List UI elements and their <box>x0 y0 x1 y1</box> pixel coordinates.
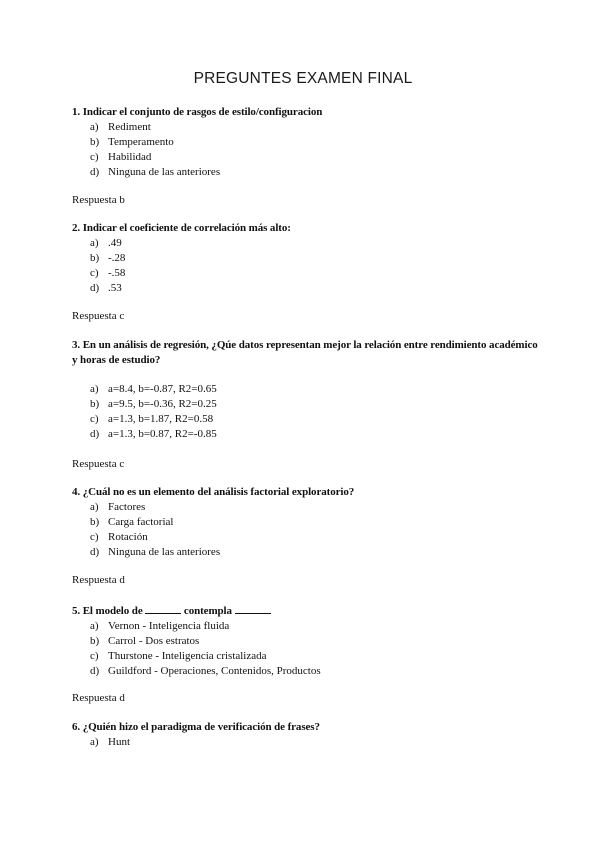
option-letter: d) <box>90 428 100 440</box>
option-text: a=8.4, b=-0.87, R2=0.65 <box>108 383 217 395</box>
option-b <box>72 397 542 412</box>
question-text: 2. Indicar el coeficiente de correlación más alto: <box>72 222 291 234</box>
option-letter: c) <box>90 650 99 662</box>
answer-3: Respuesta c <box>72 458 125 470</box>
option-text: Thurstone - Inteligencia cristalizada <box>108 650 267 662</box>
answer-2: Respuesta c <box>72 310 125 322</box>
option-letter: d) <box>90 665 100 677</box>
option-letter: d) <box>90 546 100 558</box>
question-5 <box>72 602 542 679</box>
option-text: .49 <box>108 237 122 249</box>
option-letter: c) <box>90 413 99 425</box>
option-letter: c) <box>90 151 99 163</box>
option-text: Carrol - Dos estratos <box>108 635 200 647</box>
question-text-part-1: 5. El modelo de <box>72 605 146 617</box>
question-6 <box>72 720 542 750</box>
option-letter: b) <box>90 136 100 148</box>
option-text: Factores <box>108 501 146 513</box>
option-a <box>72 120 542 135</box>
option-c <box>72 530 542 545</box>
question-2 <box>72 221 542 296</box>
options-list <box>72 500 542 560</box>
option-text: .53 <box>108 282 122 294</box>
option-text: Ninguna de las anteriores <box>108 166 221 178</box>
option-d <box>72 545 542 560</box>
option-b <box>72 515 542 530</box>
question-text: 6. ¿Quién hizo el paradigma de verificación de frases? <box>72 721 320 733</box>
option-text: Vernon - Inteligencia fluida <box>108 620 230 632</box>
option-d <box>72 427 542 442</box>
option-c <box>72 412 542 427</box>
option-b <box>72 135 542 150</box>
option-c <box>72 266 542 281</box>
question-4 <box>72 485 542 560</box>
question-text <box>72 602 542 619</box>
option-letter: b) <box>90 635 100 647</box>
option-letter: b) <box>90 516 100 528</box>
question-text-part-2: contempla <box>181 605 235 617</box>
option-letter: b) <box>90 398 100 410</box>
answer-4: Respuesta d <box>72 574 125 586</box>
option-a <box>72 236 542 251</box>
option-d <box>72 664 542 679</box>
option-letter: d) <box>90 282 100 294</box>
option-letter: a) <box>90 501 99 513</box>
question-text: 4. ¿Cuál no es un elemento del análisis factorial exploratorio? <box>72 486 355 498</box>
option-letter: a) <box>90 121 99 133</box>
question-text: 1. Indicar el conjunto de rasgos de estilo/configuracion <box>72 106 323 118</box>
option-b <box>72 634 542 649</box>
option-text: a=1.3, b=0.87, R2=-0.85 <box>108 428 217 440</box>
option-text: Hunt <box>108 736 130 748</box>
option-text: -.28 <box>108 252 126 264</box>
option-letter: a) <box>90 237 99 249</box>
option-letter: c) <box>90 267 99 279</box>
option-a <box>72 382 542 397</box>
option-text: Habilidad <box>108 151 152 163</box>
option-letter: d) <box>90 166 100 178</box>
question-3 <box>72 338 542 442</box>
option-text: -.58 <box>108 267 126 279</box>
page-title: PREGUNTES EXAMEN FINAL <box>193 70 413 87</box>
option-a <box>72 619 542 634</box>
option-text: a=9.5, b=-0.36, R2=0.25 <box>108 398 217 410</box>
option-letter: a) <box>90 620 99 632</box>
options-list <box>72 735 542 750</box>
option-letter: a) <box>90 383 99 395</box>
option-d <box>72 281 542 296</box>
option-text: Ninguna de las anteriores <box>108 546 221 558</box>
option-text: a=1.3, b=1.87, R2=0.58 <box>108 413 214 425</box>
options-list <box>72 382 542 442</box>
option-text: Carga factorial <box>108 516 174 528</box>
answer-1: Respuesta b <box>72 194 125 206</box>
blank-line <box>235 602 271 614</box>
question-text: 3. En un análisis de regresión, ¿Qúe datos representan mejor la relación entre rendimiento académico y horas de estudio? <box>72 339 538 366</box>
question-1 <box>72 105 542 180</box>
option-a <box>72 500 542 515</box>
option-letter: a) <box>90 736 99 748</box>
option-text: Rediment <box>108 121 151 133</box>
option-letter: c) <box>90 531 99 543</box>
options-list <box>72 120 542 180</box>
option-b <box>72 251 542 266</box>
options-list <box>72 619 542 679</box>
option-a <box>72 735 542 750</box>
blank-line <box>145 602 181 614</box>
answer-5: Respuesta d <box>72 692 125 704</box>
option-letter: b) <box>90 252 100 264</box>
option-text: Temperamento <box>108 136 174 148</box>
option-c <box>72 649 542 664</box>
option-text: Guildford - Operaciones, Contenidos, Productos <box>108 665 321 677</box>
option-d <box>72 165 542 180</box>
option-c <box>72 150 542 165</box>
options-list <box>72 236 542 296</box>
option-text: Rotación <box>108 531 148 543</box>
